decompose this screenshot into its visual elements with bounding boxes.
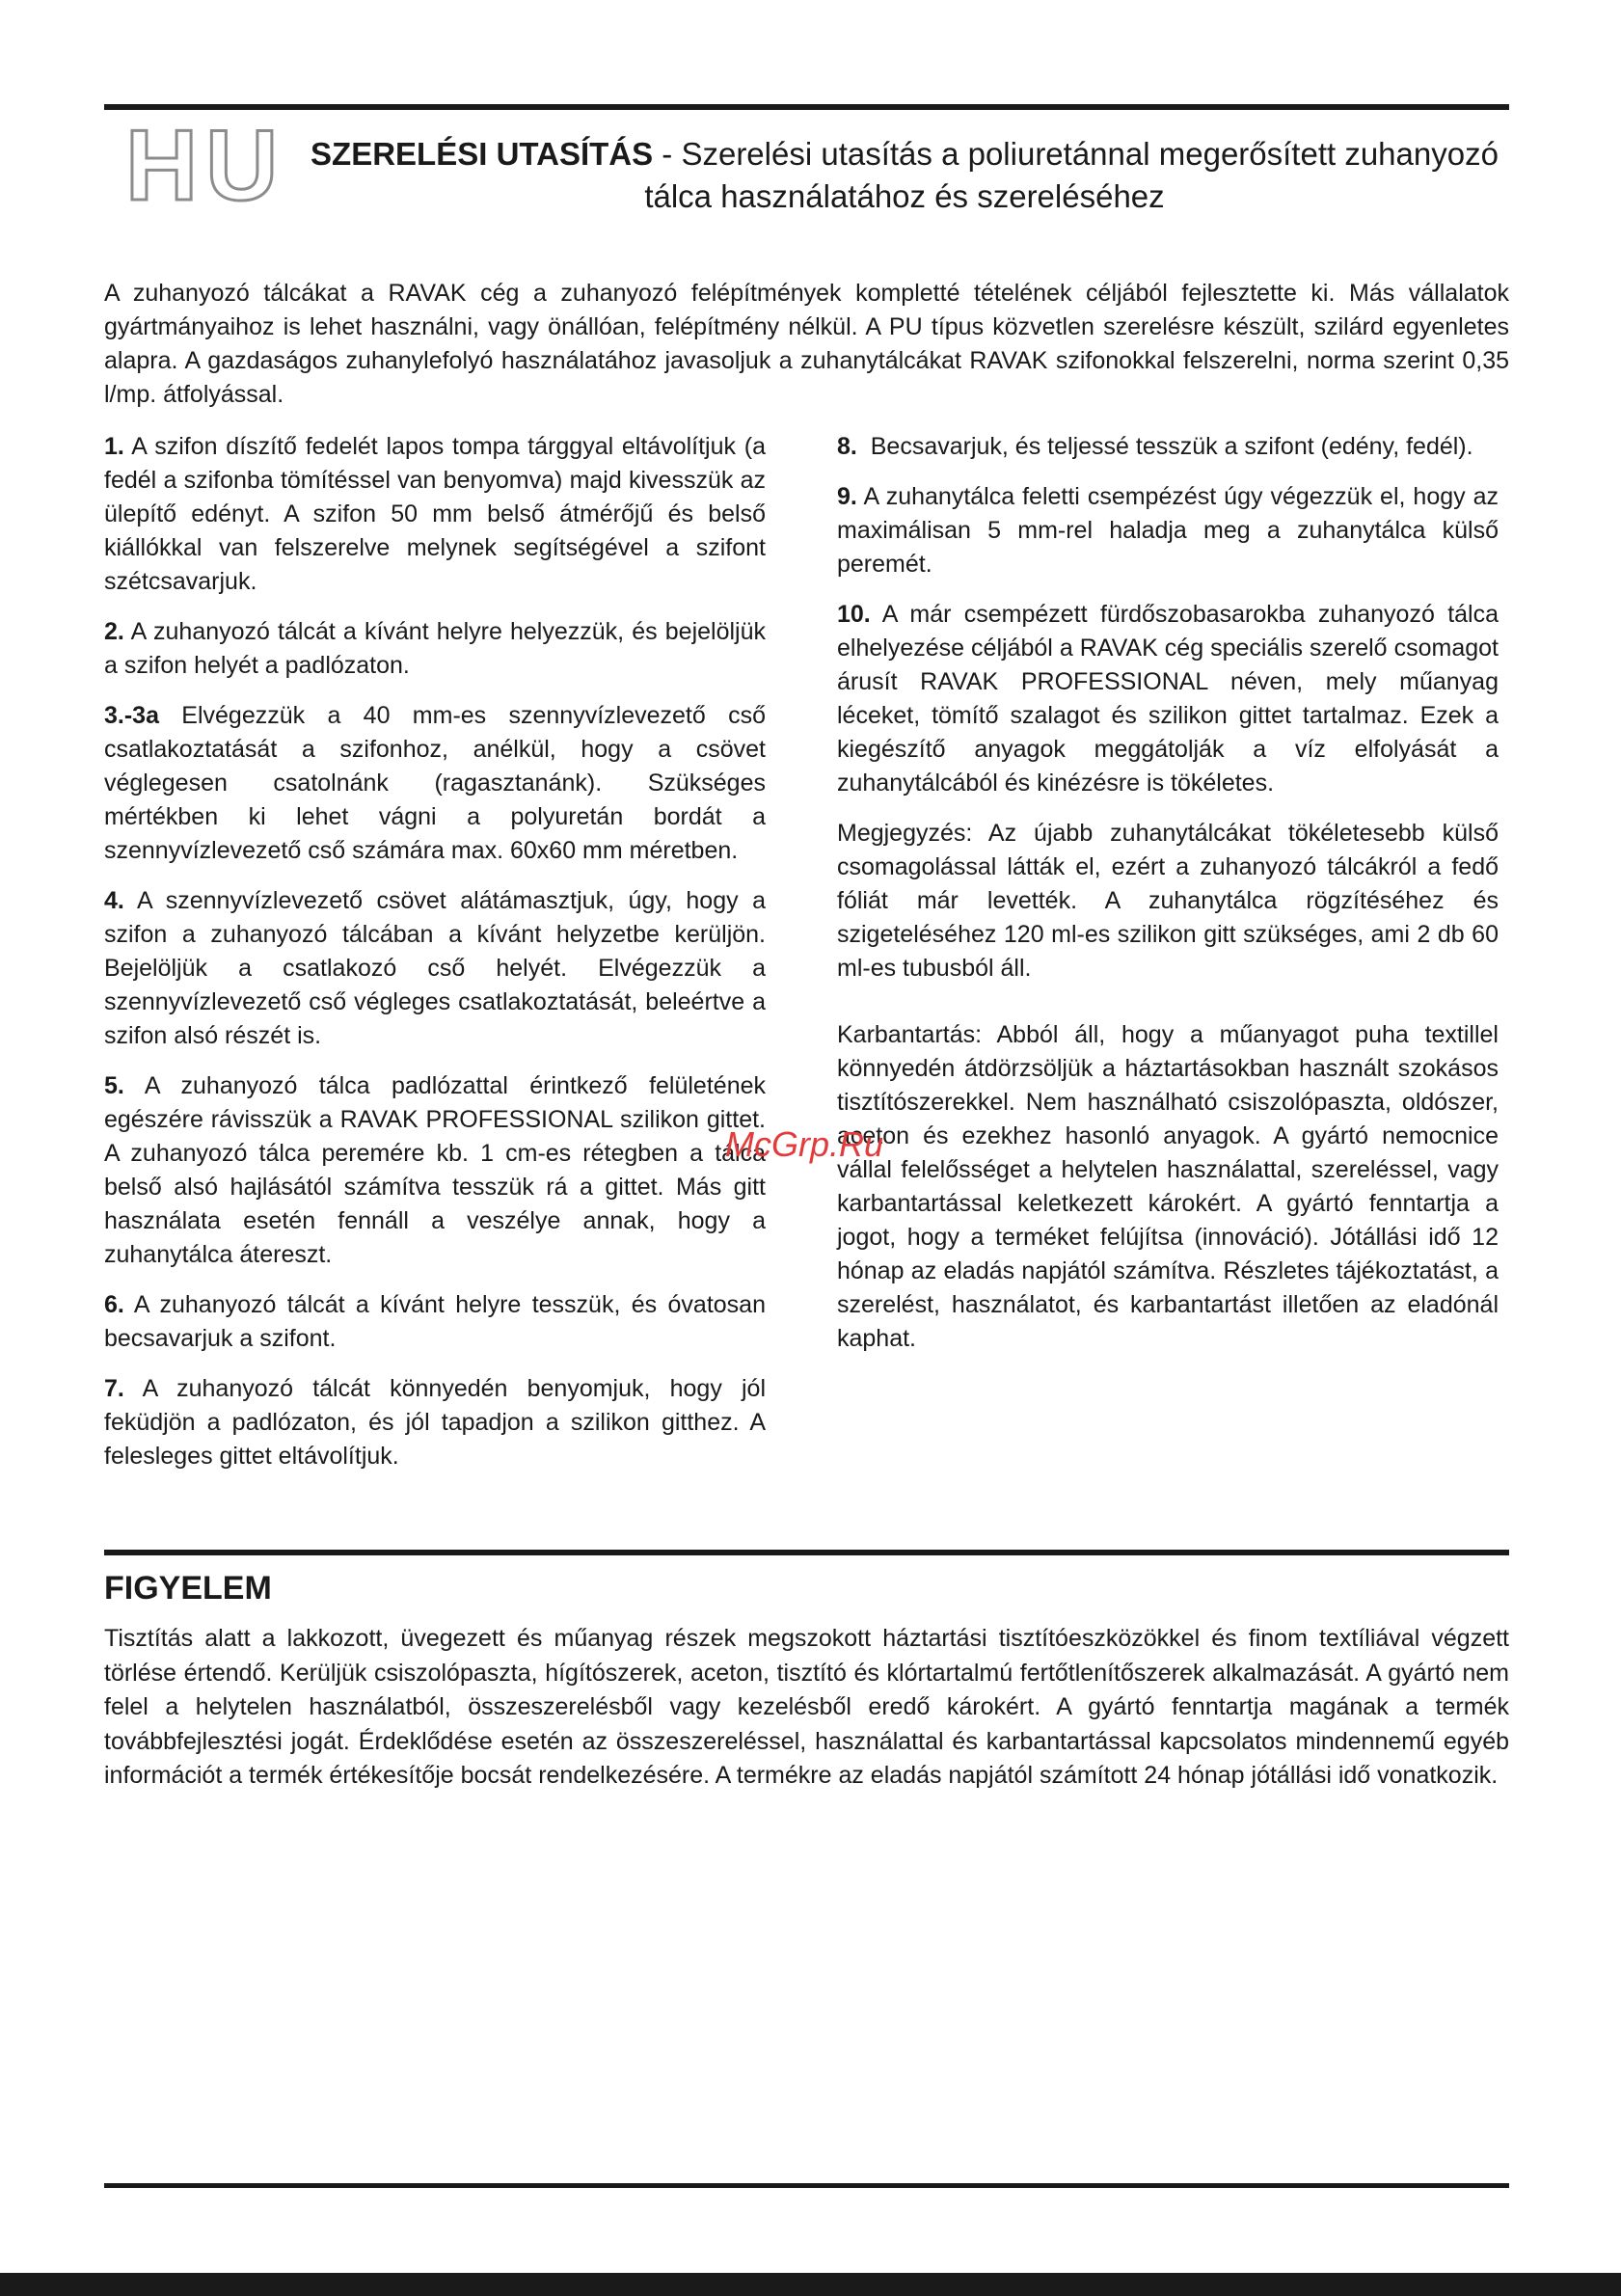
watermark-text: McGrp.Ru xyxy=(725,1124,884,1164)
step-text: Becsavarjuk, és teljessé tesszük a szifont (edény, fedél). xyxy=(856,433,1473,460)
top-rule xyxy=(104,104,1509,110)
step-text: A zuhanyozó tálcát a kívánt helyre tesszük, és óvatosan becsavarjuk a szifont. xyxy=(104,1291,766,1352)
note-paragraph: Megjegyzés: Az újabb zuhanytálcákat tökéletesebb külső csomagolással látták el, ezért a zuhanyozó tálcákról a fedő fóliát már levették. A zuhanytálca rögzítéséhez és szigeteléséhez 120 ml-es szilikon gitt szükséges, ami 2 db 60 ml-es tubusból áll. xyxy=(837,820,1499,982)
steps-right-column xyxy=(837,430,1499,1372)
step-number: 10. xyxy=(837,601,871,628)
step-1 xyxy=(104,430,766,599)
warning-text: Tisztítás alatt a lakkozott, üvegezett és műanyag részek megszokott háztartási tisztítóeszközökkel és finom textíliával végzett törlése értendő. Kerüljük csiszolópaszta, hígítószerek, aceton, tisztító és klórtartalmú fertőtlenítőszerek alkalmazását. A gyártó nem felel a helytelen használatból, összeszerelésből vagy kezelésből eredő károkért. A gyártó fenntartja magának a termék továbbfejlesztési jogát. Érdeklődése esetén az összeszereléssel, használattal és karbantartással kapcsolatos mindennemű egyéb információt a termék értékesítője bocsát rendelkezésére. A termékre az eladás napjától számított 24 hónap jótállási idő vonatkozik. xyxy=(104,1625,1509,1789)
step-5 xyxy=(104,1069,766,1272)
title-line-1 xyxy=(307,133,1502,176)
step-text: A zuhanytálca feletti csempézést úgy végezzük el, hogy az maximálisan 5 mm-rel haladja meg a zuhanytálca külső peremét. xyxy=(837,483,1499,578)
step-number: 5. xyxy=(104,1072,124,1099)
step-text: A zuhanyozó tálcát könnyedén benyomjuk, hogy jól feküdjön a padlózaton, és jól tapadjon a szilikon gitthez. A felesleges gittet eltávolítjuk. xyxy=(104,1375,766,1470)
step-number: 9. xyxy=(837,483,857,510)
language-code: HU xyxy=(125,110,286,222)
page-title xyxy=(307,133,1502,218)
step-text: A már csempézett fürdőszobasarokba zuhanyozó tálca elhelyezése céljából a RAVAK cég speciális szerelő csomagot árusít RAVAK PROFESSIONAL néven, mely műanyag léceket, tömítő szalagot és szilikon gittet tartalmaz. Ezek a kiegészítő anyagok meggátolják a víz elfolyását a zuhanytálcából és kinézésre is tökéletes. xyxy=(837,601,1499,797)
step-number: 7. xyxy=(104,1375,124,1402)
step-4 xyxy=(104,884,766,1053)
step-8 xyxy=(837,430,1499,464)
step-text: A zuhanyozó tálcát a kívánt helyre helyezzük, és bejelöljük a szifon helyét a padlózaton. xyxy=(104,618,766,679)
step-number: 4. xyxy=(104,887,124,914)
step-text: A szifon díszítő fedelét lapos tompa tárggyal eltávolítjuk (a fedél a szifonba tömítéssel van benyomva) majd kivesszük az ülepítő edényt. A szifon 50 mm belső átmérőjű és belső kiállókkal van felszerelve melynek segítségével a szifont szétcsavarjuk. xyxy=(104,433,766,595)
steps-left-column xyxy=(104,430,766,1490)
step-6 xyxy=(104,1288,766,1356)
intro-paragraph: A zuhanyozó tálcákat a RAVAK cég a zuhanyozó felépítmények kompletté tételének céljából fejlesztette ki. Más vállalatok gyártmányaihoz is lehet használni, vagy önállóan, felépítmény nélkül. A PU típus közvetlen szerelésre készült, szilárd egyenletes alapra. A gazdaságos zuhanylefolyó használatához javasoljuk a zuhanytálcákat RAVAK szifonokkal felszerelni, norma szerint 0,35 l/mp. átfolyással. xyxy=(104,280,1509,408)
step-text: Elvégezzük a 40 mm-es szennyvízlevezető cső csatlakoztatását a szifonhoz, anélkül, hogy a csövet véglegesen csatolnánk (ragasztanánk). Szükséges mértékben ki lehet vágni a polyuretán bordát a szennyvízlevezető cső számára max. 60x60 mm méretben. xyxy=(104,702,766,864)
step-7 xyxy=(104,1372,766,1473)
step-10 xyxy=(837,598,1499,800)
section-rule xyxy=(104,1550,1509,1555)
bottom-rule xyxy=(104,2183,1509,2188)
step-text: A zuhanyozó tálca padlózattal érintkező felületének egészére rávisszük a RAVAK PROFESSIONAL szilikon gittet. A zuhanyozó tálca peremére kb. 1 cm-es rétegben a tálca belső alsó hajlásától számítva tesszük rá a gittet. Más gitt használata esetén fennáll a veszélye annak, hogy a zuhanytálca átereszt. xyxy=(104,1072,766,1268)
title-separator: - xyxy=(653,136,682,172)
title-bold: SZERELÉSI UTASÍTÁS xyxy=(311,136,654,172)
bottom-band xyxy=(0,2273,1621,2296)
title-line1-text: Szerelési utasítás a poliuretánnal megerősített zuhanyozó xyxy=(681,136,1499,172)
step-number: 6. xyxy=(104,1291,124,1318)
step-number: 2. xyxy=(104,618,124,645)
step-number: 8. xyxy=(837,433,857,460)
step-text: A szennyvízlevezető csövet alátámasztjuk, úgy, hogy a szifon a zuhanyozó tálcában a kívánt helyzetbe kerüljön. Bejelöljük a csatlakozó cső helyét. Elvégezzük a szennyvízlevezető cső végleges csatlakoztatását, beleértve a szifon alsó részét is. xyxy=(104,887,766,1049)
step-number: 3.-3a xyxy=(104,702,159,729)
step-2 xyxy=(104,615,766,683)
step-9 xyxy=(837,480,1499,581)
title-line-2: tálca használatához és szereléséhez xyxy=(644,178,1165,214)
step-3 xyxy=(104,699,766,868)
warning-heading: FIGYELEM xyxy=(104,1570,272,1607)
step-number: 1. xyxy=(104,433,124,460)
maintenance-paragraph: Karbantartás: Abból áll, hogy a műanyagot puha textillel könnyedén átdörzsöljük a háztartásokban használt szokásos tisztítószerekkel. Nem használható csiszolópaszta, oldószer, aceton és ezekhez hasonló anyagok. A gyártó nemocnice vállal felelősséget a helytelen használattal, szereléssel, vagy karbantartással keletkezett károkért. A gyártó fenntartja a jogot, hogy a terméket felújítsa (innováció). Jótállási idő 12 hónap az eladás napjától számítva. Részletes tájékoztatást, a szerelést, használatot, és karbantartást illetően az eladónál kaphat. xyxy=(837,1021,1499,1352)
